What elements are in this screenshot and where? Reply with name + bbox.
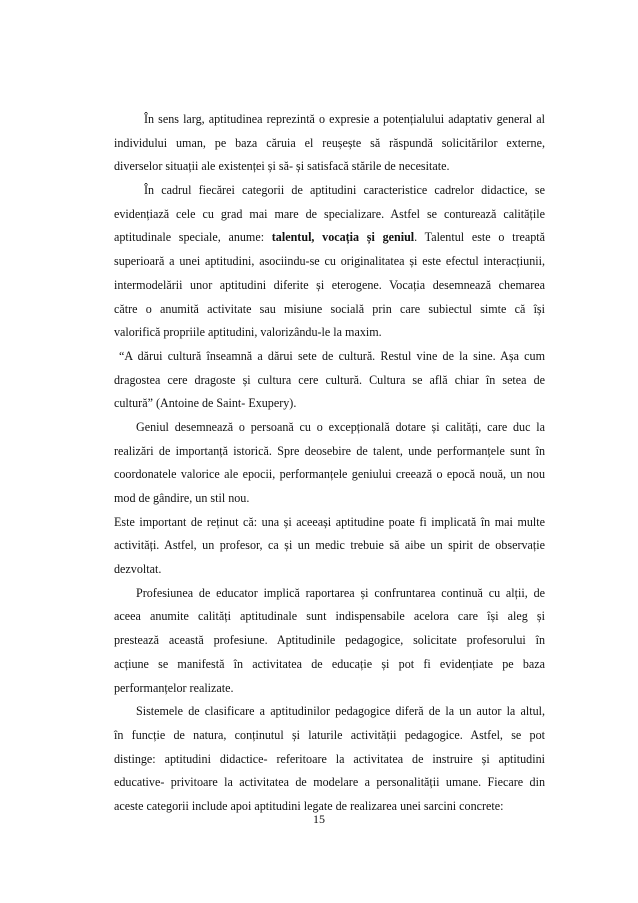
text-line: realizări de importanță istorică. Spre deosebire de talent, unde performanțele sunt în xyxy=(114,443,545,458)
text-line: diverselor situații ale existenței și să- și satisfacă stările de necesitate. xyxy=(114,159,450,174)
paragraph xyxy=(114,700,545,818)
text-line: superioară a unei aptitudini, asociindu-se cu originalitatea și este efectul interacțiunii, xyxy=(114,254,545,269)
text-line: către o anumită activitate sau misiune socială prin care subiectul simte că își xyxy=(114,301,545,316)
paragraph xyxy=(114,108,545,179)
text-line: distinge: aptitudini didactice- referitoare la activitatea de instruire și aptitudini xyxy=(114,751,545,766)
text-line: Sistemele de clasificare a aptitudinilor pedagogice diferă de la un autor la altul, xyxy=(136,704,545,719)
paragraph xyxy=(114,416,545,511)
text-line: performanțelor realizate. xyxy=(114,680,234,695)
text-line: Geniul desemnează o persoană cu o excepțională dotare și calități, care duc la xyxy=(136,419,545,434)
text-line: aptitudinale speciale, anume: talentul, vocația și geniul. Talentul este o treaptă xyxy=(114,230,545,245)
text-line: individului uman, pe baza căruia el reușește să răspundă solicitărilor externe, xyxy=(114,135,545,150)
bold-term: talentul, vocația și geniul xyxy=(271,230,415,245)
text-line: În sens larg, aptitudinea reprezintă o expresie a potențialului adaptativ general al xyxy=(144,112,545,126)
text-line: Profesiunea de educator implică raportarea și confruntarea continuă cu alții, de xyxy=(136,585,545,600)
text-line: prestează această profesiune. Aptitudinile pedagogice, solicitate profesorului în xyxy=(114,633,545,648)
text-line: mod de gândire, un stil nou. xyxy=(114,491,250,505)
text-line: dragostea cere dragoste și cultura cere cultură. Cultura se află chiar în setea de xyxy=(114,372,545,387)
paragraph xyxy=(114,582,545,700)
text-line: valorifică propriile aptitudini, valorizându-le la maxim. xyxy=(114,325,382,340)
text-line: cultură” (Antoine de Saint- Exupery). xyxy=(114,396,297,411)
text-line: coordonatele valorice ale epocii, performanțele geniului creează o epocă nouă, un nou xyxy=(114,467,545,482)
text-line: “A dărui cultură înseamnă a dărui sete de cultură. Restul vine de la sine. Așa cum xyxy=(119,348,545,363)
text-line: evidențiază cele cu grad mai mare de specializare. Astfel se conturează calitățile xyxy=(114,206,545,221)
text-line: Este important de reținut că: una și aceeași aptitudine poate fi implicată în mai multe xyxy=(114,514,545,529)
text-line: acțiune se manifestă în activitatea de educație și pot fi evidențiate pe baza xyxy=(114,656,545,671)
body-text xyxy=(114,108,545,819)
text-line: activități. Astfel, un profesor, ca și un medic trebuie să aibe un spirit de observație xyxy=(114,538,545,553)
text-line: În cadrul fiecărei categorii de aptitudini caracteristice cadrelor didactice, se xyxy=(144,183,545,198)
paragraph xyxy=(114,345,545,416)
text-line: dezvoltat. xyxy=(114,562,162,577)
text-line: aceste categorii include apoi aptitudini legate de realizarea unei sarcini concrete: xyxy=(114,798,504,813)
text-line: aceea anumite calități aptitudinale sunt indispensabile acelora care își aleg și xyxy=(114,609,545,624)
paragraph xyxy=(114,179,545,345)
paragraph xyxy=(114,511,545,582)
page-number: 15 xyxy=(313,812,325,826)
text-line: intermodelării unor aptitudini diferite și eterogene. Vocația desemnează chemarea xyxy=(114,277,545,292)
text-line: în funcție de natura, conținutul și laturile activității pedagogice. Astfel, se pot xyxy=(114,727,545,742)
text-line: educative- privitoare la activitatea de modelare a personalității umane. Fiecare din xyxy=(114,775,545,790)
